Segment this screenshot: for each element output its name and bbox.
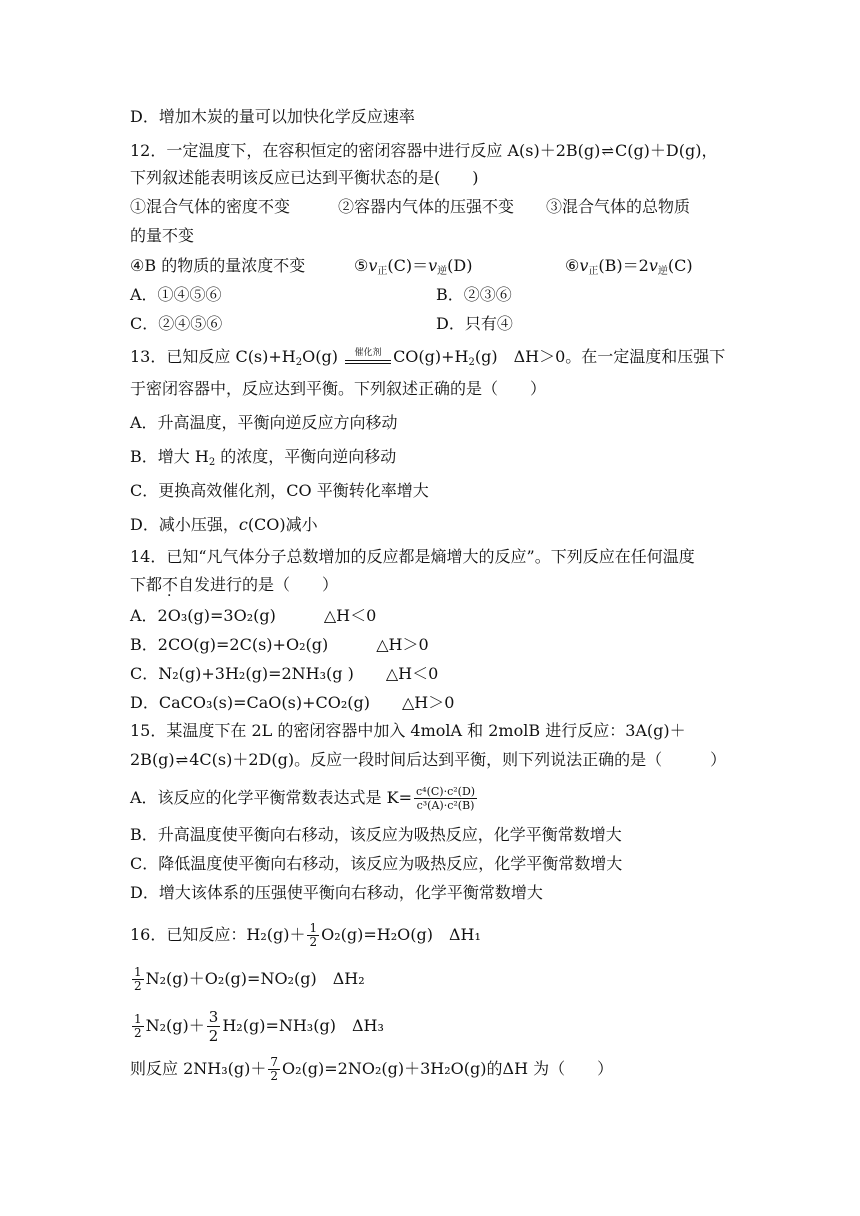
c-symbol: c <box>238 515 248 534</box>
q13-option-c: C．更换高效催化剂，CO 平衡转化率增大 <box>130 481 429 500</box>
q15-option-a <box>130 785 477 812</box>
q14-option-b: B．2CO(g)=2C(s)+O₂(g) △H＞0 <box>130 635 429 654</box>
q12-option-b: B．②③⑥ <box>436 285 512 304</box>
q12-item6-mid: (B)＝2 <box>598 256 649 275</box>
q16-line1-pre: 16．已知反应：H₂(g)＋ <box>130 925 306 944</box>
q14-stem-pre: 下都 <box>130 575 163 594</box>
q16-line2-post: N₂(g)＋O₂(g)=NO₂(g) ΔH₂ <box>145 969 365 988</box>
fraction-one-half <box>307 922 319 949</box>
q12-item5-post: (C)＝ <box>387 256 429 275</box>
denominator: 2 <box>134 1026 142 1040</box>
sub-zheng: 正 <box>377 266 388 277</box>
q16-line3-mid: N₂(g)＋ <box>145 1016 205 1035</box>
denominator: 2 <box>208 1027 219 1045</box>
denominator: 2 <box>309 935 318 949</box>
q13-stem-line2: 于密闭容器中，反应达到平衡。下列叙述正确的是（ ） <box>130 379 547 398</box>
q11-option-d: D．增加木炭的量可以加快化学反应速率 <box>130 107 415 126</box>
q16-line4 <box>130 1056 613 1083</box>
q16-line2 <box>130 966 365 993</box>
q13-option-a: A．升高温度，平衡向逆反应方向移动 <box>130 413 398 432</box>
numerator: 7 <box>270 1055 279 1069</box>
q16-line4-pre: 则反应 2NH₃(g)＋ <box>130 1059 267 1078</box>
q16-line3-post: H₂(g)=NH₃(g) ΔH₃ <box>222 1016 384 1035</box>
fraction-one-half <box>132 966 144 993</box>
q12-stem-line2: 下列叙述能表明该反应已达到平衡状态的是( ) <box>130 168 479 187</box>
q15-option-d: D．增大该体系的压强使平衡向右移动，化学平衡常数增大 <box>130 883 543 902</box>
q13-option-b-post: 的浓度，平衡向逆向移动 <box>215 447 397 466</box>
k-numerator: c⁴(C)·c²(D) <box>416 785 476 798</box>
q12-items-line1: ①混合气体的密度不变 ②容器内气体的压强不变 ③混合气体的总物质 <box>130 197 691 216</box>
q14-stem-line1: 14．已知“凡气体分子总数增加的反应都是熵增大的反应”。下列反应在任何温度 <box>130 547 695 566</box>
q13-stem-pre: 13．已知反应 C(s)+H <box>130 347 296 366</box>
q12-option-a: A．①④⑤⑥ <box>130 285 222 304</box>
q15-stem-pre: 2B(g) <box>130 750 175 769</box>
q12-stem <box>130 140 717 162</box>
numerator: 1 <box>134 965 142 979</box>
q13-option-d-pre: D．减小压强， <box>130 515 239 534</box>
q13-option-b: B．增大 $H_2$ 的浓度，平衡向逆向移动 <box>130 447 397 468</box>
q12-stem-b: C(g)＋D(g)， <box>614 141 718 160</box>
catalyst-label: 催化剂 <box>354 347 382 358</box>
q12-item6 <box>565 255 693 277</box>
q14-option-c: C．N₂(g)+3H₂(g)=2NH₃(g ) △H＜0 <box>130 664 439 683</box>
q13-option-d-post: (CO)减小 <box>247 515 318 534</box>
numerator: 3 <box>208 1008 219 1026</box>
q12-item5 <box>354 255 472 277</box>
equilibrium-arrow-icon: ⇌ <box>601 142 614 160</box>
q16-line1 <box>130 922 481 949</box>
numerator: 1 <box>309 921 318 935</box>
fraction-three-halves <box>207 1008 221 1045</box>
denominator: 2 <box>134 979 142 993</box>
q14-option-d: D．CaCO₃(s)=CaO(s)+CO₂(g) △H＞0 <box>130 693 455 712</box>
q12-item5-pre: ⑤ <box>354 256 369 275</box>
q16-line3 <box>130 1008 384 1045</box>
sub-ni: 逆 <box>437 266 448 277</box>
q13-option-b-pre: B．增大 H <box>130 447 209 466</box>
q13-stem-mid: O(g) <box>302 347 338 366</box>
q13-stem-end: (g) ΔH＞0。在一定温度和压强下 <box>474 347 726 366</box>
q15-stem-line1: 15．某温度下在 2L 的密闭容器中加入 4molA 和 2molB 进行反应：3A(g)＋ <box>130 721 686 740</box>
q15-stem-line2 <box>130 749 726 771</box>
v-symbol: v <box>368 256 378 275</box>
q15-option-b: B．升高温度使平衡向右移动，该反应为吸热反应，化学平衡常数增大 <box>130 825 622 844</box>
q15-option-c: C．降低温度使平衡向右移动，该反应为吸热反应，化学平衡常数增大 <box>130 854 623 873</box>
fraction-seven-halves <box>268 1056 280 1083</box>
sub-zheng: 正 <box>588 266 599 277</box>
q14-option-a: A．2O₃(g)=3O₂(g) △H＜0 <box>130 606 377 625</box>
q12-item6-pre: ⑥ <box>565 256 580 275</box>
v-symbol: v <box>648 256 658 275</box>
fraction-one-half <box>132 1013 144 1040</box>
q13-stem: 13．已知反应 $C(s)+H_2O(g)$ 催化剂 $CO(g)+H_2(g)$ ΔH＞0。在一定温度和压强下 <box>130 346 725 368</box>
q15-stem-post: 4C(s)＋2D(g)。反应一段时间后达到平衡，则下列说法正确的是（ ） <box>189 750 727 769</box>
q12-items-line2: 的量不变 <box>130 226 195 245</box>
q16-line1-post: O₂(g)=H₂O(g) ΔH₁ <box>321 925 481 944</box>
denominator: 2 <box>270 1069 279 1083</box>
q14-stem-line2 <box>130 574 338 596</box>
q12-item5-end: (D) <box>447 256 473 275</box>
q12-stem-a: 12．一定温度下，在容积恒定的密闭容器中进行反应 A(s)＋2B(g) <box>130 141 601 160</box>
k-denominator: c³(A)·c²(B) <box>416 799 475 812</box>
q12-option-d: D．只有④ <box>436 314 513 333</box>
q12-option-c: C．②④⑤⑥ <box>130 314 223 333</box>
k-expression-fraction <box>414 785 477 812</box>
v-symbol: v <box>579 256 589 275</box>
numerator: 1 <box>134 1012 142 1026</box>
catalyst-arrow-icon <box>345 348 391 368</box>
emphasis-dot-text: 不 <box>162 575 179 594</box>
q16-line4-post: O₂(g)=2NO₂(g)＋3H₂O(g)的ΔH 为（ ） <box>282 1059 614 1078</box>
sub-ni: 逆 <box>657 266 668 277</box>
equilibrium-arrow-icon: ⇌ <box>175 751 189 769</box>
v-symbol: v <box>428 256 438 275</box>
q13-option-d <box>130 514 318 536</box>
q12-item6-end: (C) <box>667 256 693 275</box>
q15-option-a-pre: A．该反应的化学平衡常数表达式是 K= <box>130 788 413 807</box>
q12-item4: ④B 的物质的量浓度不变 <box>130 256 306 275</box>
q14-stem-post: 自发进行的是（ ） <box>178 575 339 594</box>
q13-stem-post: CO(g)+H <box>393 347 469 366</box>
